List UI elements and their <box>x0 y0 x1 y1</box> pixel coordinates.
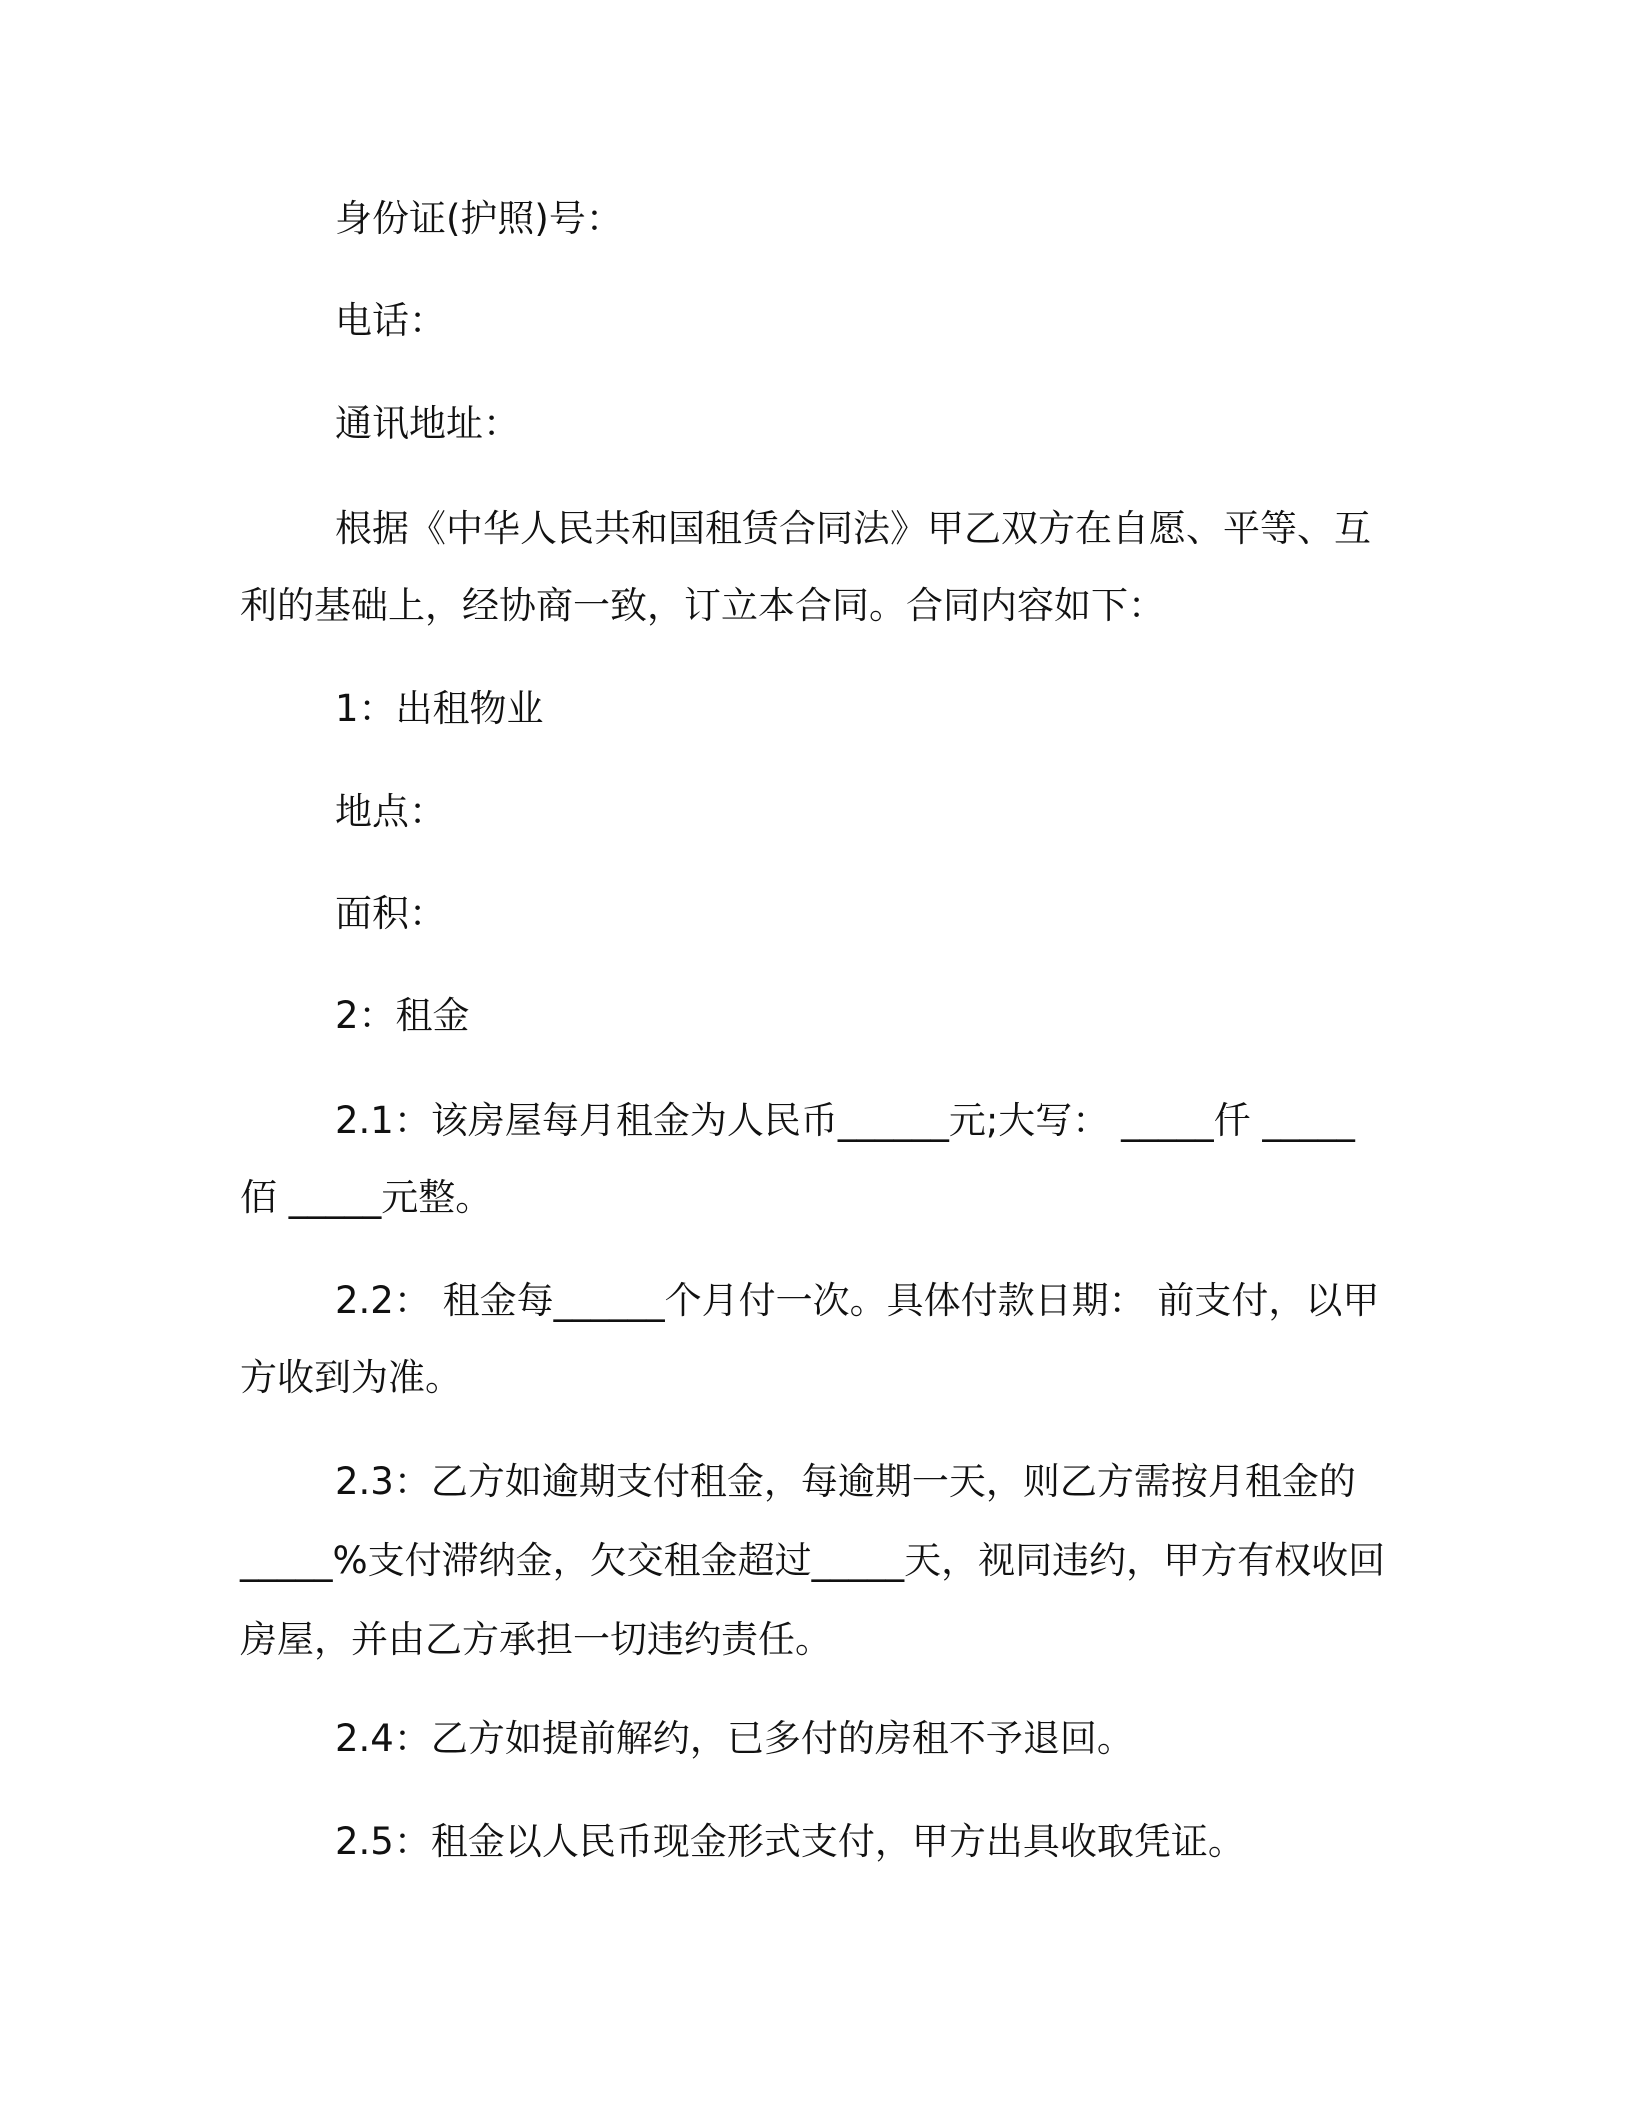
clause-2-5: 2.5：租金以人民币现金形式支付，甲方出具收取凭证。 <box>335 1820 1245 1863</box>
address-line: 通讯地址： <box>335 402 520 445</box>
phone-line: 电话： <box>335 299 446 342</box>
section-1-heading: 1：出租物业 <box>335 687 544 730</box>
clause-2-4: 2.4：乙方如提前解约，已多付的房租不予退回。 <box>335 1717 1134 1760</box>
clause-2-1: 2.1：该房屋每月租金为人民币______元;大写： _____仟 _____佰 _____元整。 <box>240 1099 1355 1219</box>
clause-2-3: 2.3：乙方如逾期支付租金，每逾期一天，则乙方需按月租金的_____%支付滞纳金，欠交租金超过_____天，视同违约，甲方有权收回房屋，并由乙方承担一切违约责任。 <box>240 1460 1386 1661</box>
id-number-line: 身份证(护照)号： <box>335 197 623 240</box>
section-2-heading: 2：租金 <box>335 994 470 1037</box>
area-line: 面积： <box>335 892 446 935</box>
clause-2-2: 2.2： 租金每______个月付一次。具体付款日期： 前支付，以甲方收到为准。 <box>240 1279 1380 1399</box>
contract-intro-paragraph: 根据《中华人民共和国租赁合同法》甲乙双方在自愿、平等、互利的基础上，经协商一致，订立本合同。合同内容如下： <box>240 507 1371 627</box>
location-line: 地点： <box>335 790 446 833</box>
